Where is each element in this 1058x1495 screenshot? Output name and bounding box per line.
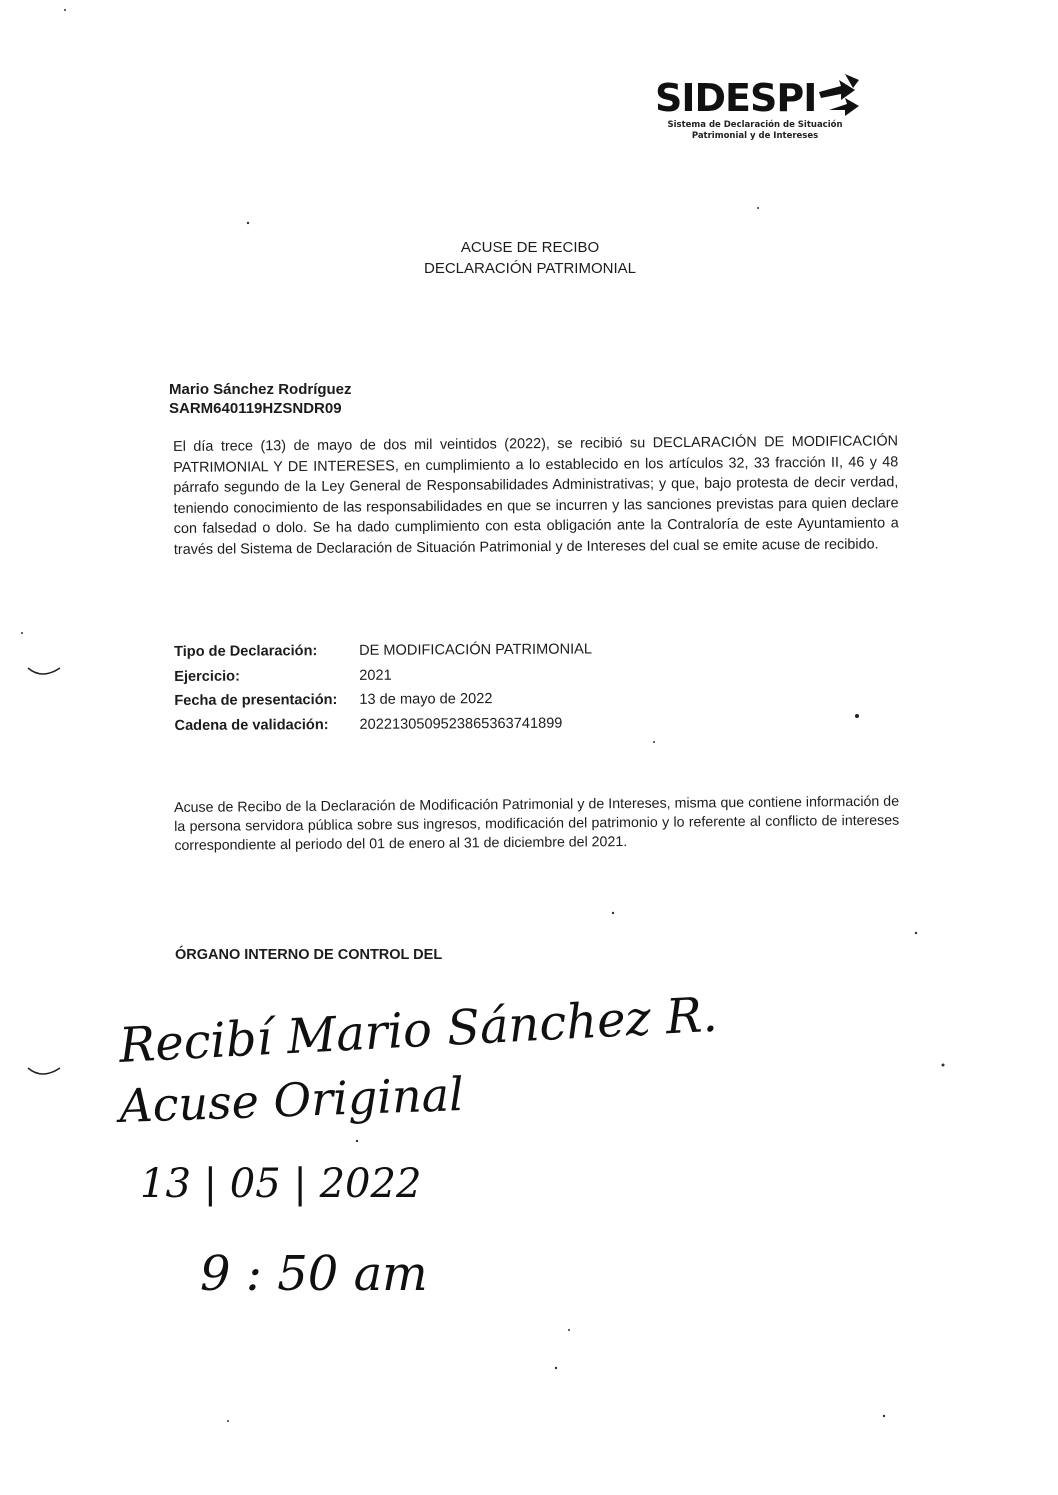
recipient-rfc: SARM640119HZSNDR09: [169, 400, 342, 417]
acknowledgement-note: Acuse de Recibo de la Declaración de Modificación Patrimonial y de Intereses, misma que contiene información de la persona servidora pública sobre sus ingresos, modificación del patrimonio y lo referente al conflicto de intereses correspondiente al periodo del 01 de enero al 31 de diciembre del 2021.: [174, 793, 900, 854]
detail-value: 2021: [359, 667, 392, 684]
handwritten-line1: Recibí Mario Sánchez R.: [117, 986, 719, 1074]
detail-label: Tipo de Declaración:: [174, 643, 318, 660]
detail-value: DE MODIFICACIÓN PATRIMONIAL: [358, 641, 593, 659]
recipient-name: Mario Sánchez Rodríguez: [169, 381, 352, 398]
title-line2: DECLARACIÓN PATRIMONIAL: [424, 260, 636, 277]
title-line1: ACUSE DE RECIBO: [460, 239, 600, 256]
handwritten-line3: 13 | 05 | 2022: [140, 1161, 422, 1207]
detail-value: 13 de mayo de 2022: [359, 691, 493, 708]
handwritten-line2: Acuse Original: [118, 1067, 465, 1133]
detail-label: Ejercicio:: [174, 668, 240, 685]
handwritten-line4: 9 : 50 am: [200, 1246, 428, 1302]
logo-subtitle-line1: Sistema de Declaración de Situación: [667, 120, 843, 130]
detail-label: Cadena de validación:: [174, 716, 329, 734]
detail-value: 20221305095238653637418​99: [359, 715, 563, 733]
internal-control-organ: ÓRGANO INTERNO DE CONTROL DEL: [175, 947, 443, 963]
detail-label: Fecha de presentación:: [174, 692, 338, 709]
logo-wordmark: SIDESPI: [655, 76, 817, 120]
body-paragraph: El día trece (13) de mayo de dos mil veintidos (2022), se recibió su DECLARACIÓN DE MODIFICACIÓN PATRIMONIAL Y DE INTERESES, en cumplimiento a lo establecido en los artículos 32, 33 fracción II, 46 y 48 párrafo segundo de la Ley General de Responsabilidades Administrativas; y que, bajo protesta de decir verdad, teniendo conocimiento de las responsabilidades en que se incurren y las sanciones previstas para quien declare con falsedad o dolo. Se ha dado cumplimiento con esta obligación ante la Contraloría de este Ayuntamiento a través del Sistema de Declaración de Situación Patrimonial y de Intereses del cual se emite acuse de recibido.: [173, 433, 899, 558]
logo-subtitle-line2: Patrimonial y de Intereses: [691, 131, 819, 141]
